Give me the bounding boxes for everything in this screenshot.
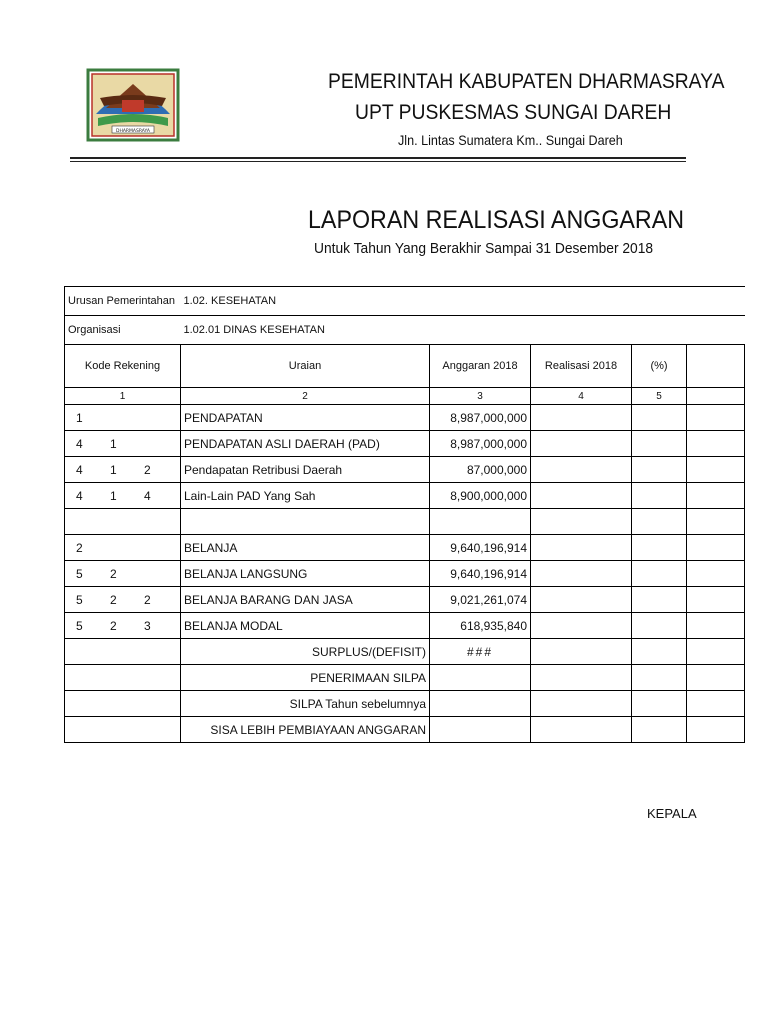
realisasi-cell: [531, 561, 632, 587]
anggaran-cell: 87,000,000: [430, 457, 531, 483]
col-header-uraian: Uraian: [181, 345, 430, 388]
uraian-cell: Lain-Lain PAD Yang Sah: [181, 483, 430, 509]
anggaran-cell: 9,640,196,914: [430, 535, 531, 561]
realisasi-cell: [531, 431, 632, 457]
code-segment: [102, 411, 136, 425]
percent-cell: [632, 535, 687, 561]
extra-cell: [687, 405, 745, 431]
extra-cell: [687, 483, 745, 509]
percent-cell: [632, 405, 687, 431]
percent-cell: [632, 561, 687, 587]
extra-cell: [687, 587, 745, 613]
code-segment: 1: [76, 410, 83, 425]
anggaran-cell: 8,987,000,000: [430, 431, 531, 457]
anggaran-cell: 9,021,261,074: [430, 587, 531, 613]
uraian-cell: PENDAPATAN ASLI DAERAH (PAD): [181, 431, 430, 457]
percent-cell: [632, 431, 687, 457]
urusan-label: Urusan Pemerintahan: [65, 287, 181, 316]
table-row: [65, 405, 745, 431]
summary-label: SILPA Tahun sebelumnya: [181, 691, 430, 717]
col-number: 3: [430, 388, 531, 405]
code-segment: 4: [76, 488, 83, 503]
report-title: LAPORAN REALISASI ANGGARAN: [308, 206, 684, 234]
account-code: [65, 431, 181, 457]
col-header-anggaran: Anggaran 2018: [430, 345, 531, 388]
summary-row: [65, 717, 745, 743]
percent-cell: [632, 587, 687, 613]
urusan-value: 1.02. KESEHATAN: [181, 287, 745, 316]
extra-cell: [687, 665, 745, 691]
uraian-cell: [181, 509, 430, 535]
uraian-cell: BELANJA: [181, 535, 430, 561]
anggaran-cell: 8,900,000,000: [430, 483, 531, 509]
code-segment: 3: [144, 618, 151, 633]
government-name: PEMERINTAH KABUPATEN DHARMASRAYA: [328, 70, 725, 93]
regency-logo: [86, 68, 180, 142]
code-segment: 1: [110, 488, 117, 503]
uraian-cell: BELANJA LANGSUNG: [181, 561, 430, 587]
summary-anggaran: [430, 717, 531, 743]
percent-cell: [632, 483, 687, 509]
realisasi-cell: [531, 639, 632, 665]
account-code: [65, 587, 181, 613]
col-number: 5: [632, 388, 687, 405]
code-segment: 4: [76, 462, 83, 477]
extra-cell: [687, 431, 745, 457]
account-code: [65, 613, 181, 639]
code-segment: 2: [144, 462, 151, 477]
col-header-extra: [687, 345, 745, 388]
account-code: [65, 561, 181, 587]
percent-cell: [632, 691, 687, 717]
col-header-percent: (%): [632, 345, 687, 388]
summary-label: SURPLUS/(DEFISIT): [181, 639, 430, 665]
column-number-row: [65, 388, 745, 405]
realisasi-cell: [531, 717, 632, 743]
col-number-extra: [687, 388, 745, 405]
code-segment: 2: [110, 566, 117, 581]
realisasi-cell: [531, 691, 632, 717]
percent-cell: [632, 717, 687, 743]
percent-cell: [632, 639, 687, 665]
code-segment: 2: [110, 592, 117, 607]
code-segment: 2: [110, 618, 117, 633]
summary-anggaran: ###: [430, 639, 531, 665]
account-code: [65, 509, 181, 535]
code-segment: [136, 567, 170, 581]
code-segment: 1: [110, 462, 117, 477]
anggaran-cell: 9,640,196,914: [430, 561, 531, 587]
table-row: [65, 587, 745, 613]
table-row: [65, 535, 745, 561]
code-segment: [136, 541, 170, 555]
uraian-cell: BELANJA BARANG DAN JASA: [181, 587, 430, 613]
table-row: [65, 509, 745, 535]
code-segment: [136, 437, 170, 451]
summary-anggaran: [430, 665, 531, 691]
code-segment: 5: [76, 592, 83, 607]
percent-cell: [632, 457, 687, 483]
uraian-cell: Pendapatan Retribusi Daerah: [181, 457, 430, 483]
percent-cell: [632, 509, 687, 535]
code-segment: 4: [76, 436, 83, 451]
code-segment: 1: [110, 436, 117, 451]
table-row: [65, 483, 745, 509]
report-subtitle: Untuk Tahun Yang Berakhir Sampai 31 Desember 2018: [314, 240, 654, 257]
realisasi-cell: [531, 483, 632, 509]
organisasi-value: 1.02.01 DINAS KESEHATAN: [181, 316, 745, 345]
col-number: 2: [181, 388, 430, 405]
info-row: [65, 316, 745, 345]
realisasi-cell: [531, 587, 632, 613]
account-code: [65, 535, 181, 561]
col-number: 4: [531, 388, 632, 405]
extra-cell: [687, 457, 745, 483]
table-row: [65, 431, 745, 457]
table-row: [65, 457, 745, 483]
extra-cell: [687, 613, 745, 639]
account-code: [65, 457, 181, 483]
summary-row: [65, 691, 745, 717]
logo-caption: DHARMASRAYA: [115, 129, 151, 134]
account-code: [65, 483, 181, 509]
percent-cell: [632, 665, 687, 691]
code-segment: 2: [76, 540, 83, 555]
anggaran-cell: 8,987,000,000: [430, 405, 531, 431]
realisasi-cell: [531, 457, 632, 483]
summary-row: [65, 639, 745, 665]
uraian-cell: BELANJA MODAL: [181, 613, 430, 639]
organisasi-label: Organisasi: [65, 316, 181, 345]
realisasi-cell: [531, 665, 632, 691]
account-code: [65, 405, 181, 431]
extra-cell: [687, 691, 745, 717]
col-number: 1: [65, 388, 181, 405]
uraian-cell: PENDAPATAN: [181, 405, 430, 431]
anggaran-cell: 618,935,840: [430, 613, 531, 639]
extra-cell: [687, 509, 745, 535]
table-row: [65, 561, 745, 587]
realisasi-cell: [531, 405, 632, 431]
extra-cell: [687, 535, 745, 561]
extra-cell: [687, 717, 745, 743]
extra-cell: [687, 561, 745, 587]
extra-cell: [687, 639, 745, 665]
percent-cell: [632, 613, 687, 639]
header-divider: [70, 157, 686, 159]
header-divider-thin: [70, 161, 686, 162]
code-segment: 5: [76, 566, 83, 581]
code-segment: 5: [76, 618, 83, 633]
empty-code-cell: [65, 691, 181, 717]
empty-code-cell: [65, 665, 181, 691]
code-segment: 2: [144, 592, 151, 607]
summary-row: [65, 665, 745, 691]
signature-label: KEPALA: [647, 806, 697, 821]
realisasi-cell: [531, 535, 632, 561]
realisasi-cell: [531, 613, 632, 639]
code-segment: 4: [144, 488, 151, 503]
empty-code-cell: [65, 717, 181, 743]
column-header-row: [65, 345, 745, 388]
code-segment: [136, 411, 170, 425]
info-row: [65, 287, 745, 316]
summary-label: PENERIMAAN SILPA: [181, 665, 430, 691]
table-row: [65, 613, 745, 639]
col-header-kode: Kode Rekening: [65, 345, 181, 388]
code-segment: [102, 541, 136, 555]
anggaran-cell: [430, 509, 531, 535]
summary-label: SISA LEBIH PEMBIAYAAN ANGGARAN: [181, 717, 430, 743]
institution-name: UPT PUSKESMAS SUNGAI DAREH: [355, 101, 672, 124]
realisasi-cell: [531, 509, 632, 535]
budget-table: [64, 286, 745, 743]
empty-code-cell: [65, 639, 181, 665]
address: Jln. Lintas Sumatera Km.. Sungai Dareh: [398, 132, 623, 148]
col-header-realisasi: Realisasi 2018: [531, 345, 632, 388]
summary-anggaran: [430, 691, 531, 717]
